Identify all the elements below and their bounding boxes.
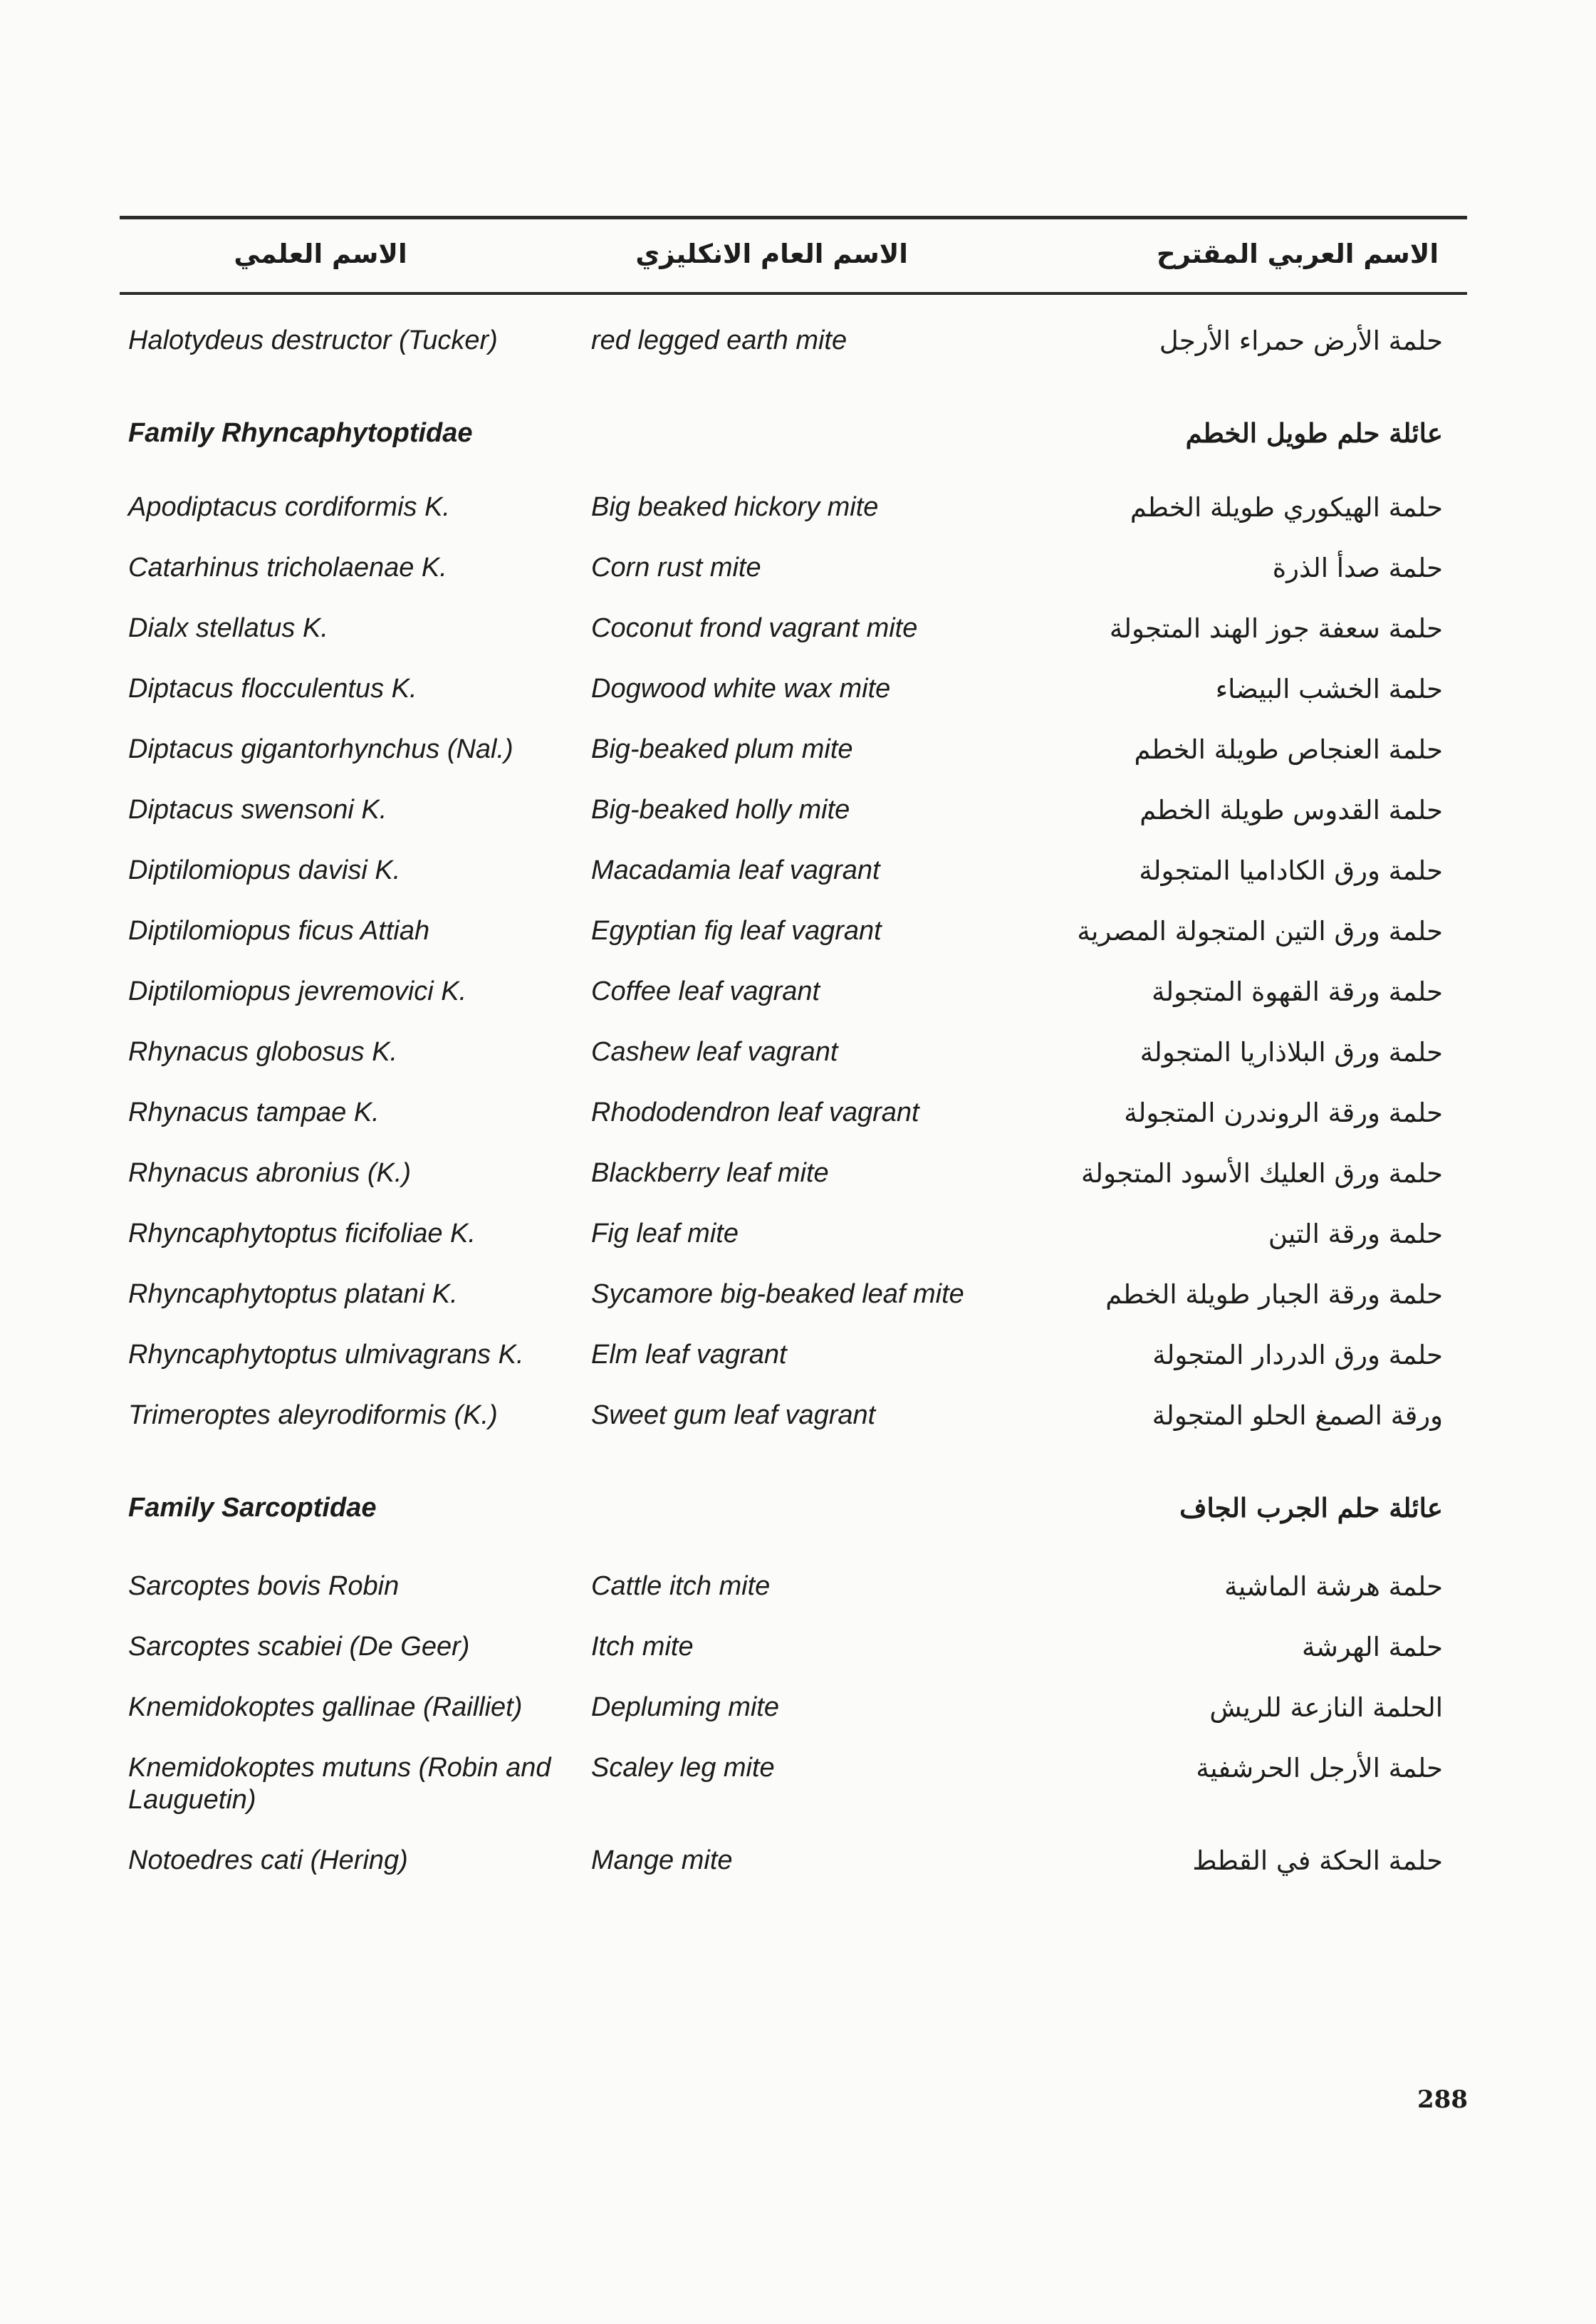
english-name: Big-beaked holly mite bbox=[591, 795, 850, 825]
english-name: Dogwood white wax mite bbox=[591, 674, 891, 704]
english-name: Scaley leg mite bbox=[591, 1753, 775, 1783]
table-row bbox=[0, 1097, 1596, 1154]
scientific-name: Halotydeus destructor (Tucker) bbox=[128, 325, 498, 355]
scientific-name: Rhyncaphytoptus ficifoliae K. bbox=[128, 1219, 476, 1249]
arabic-name: حلمة ورق الدردار المتجولة bbox=[1152, 1340, 1443, 1370]
scientific-name: Apodiptacus cordiformis K. bbox=[128, 492, 450, 522]
english-name: Sweet gum leaf vagrant bbox=[591, 1400, 876, 1430]
table-row bbox=[0, 1692, 1596, 1749]
english-name: Blackberry leaf mite bbox=[591, 1158, 829, 1188]
arabic-name: حلمة ورق العليك الأسود المتجولة bbox=[1080, 1158, 1443, 1189]
english-name: Itch mite bbox=[591, 1632, 694, 1662]
header-scientific: الاسم العلمي bbox=[234, 239, 407, 269]
english-name: Rhododendron leaf vagrant bbox=[591, 1098, 919, 1127]
english-name: Coffee leaf vagrant bbox=[591, 976, 820, 1006]
scientific-name: Catarhinus tricholaenae K. bbox=[128, 553, 447, 583]
arabic-name: ورقة الصمغ الحلو المتجولة bbox=[1152, 1400, 1443, 1431]
scientific-name: Rhynacus abronius (K.) bbox=[128, 1158, 412, 1188]
table-row bbox=[0, 1278, 1596, 1335]
table-row bbox=[0, 673, 1596, 730]
table-row bbox=[0, 794, 1596, 851]
family-scientific: Family Sarcoptidae bbox=[128, 1493, 377, 1523]
scientific-name: Sarcoptes scabiei (De Geer) bbox=[128, 1632, 470, 1662]
english-name: Depluming mite bbox=[591, 1692, 779, 1722]
header-rule bbox=[120, 292, 1467, 295]
table-row bbox=[0, 976, 1596, 1033]
arabic-name: حلمة ورق البلاذاريا المتجولة bbox=[1139, 1037, 1443, 1068]
english-name: Fig leaf mite bbox=[591, 1219, 739, 1249]
arabic-name: الحلمة النازعة للريش bbox=[1209, 1692, 1443, 1723]
scientific-name: Knemidokoptes mutuns (Robin and Lauguetin) bbox=[128, 1753, 551, 1815]
scientific-name: Trimeroptes aleyrodiformis (K.) bbox=[128, 1400, 498, 1430]
arabic-name: حلمة سعفة جوز الهند المتجولة bbox=[1109, 613, 1443, 644]
arabic-name: حلمة القدوس طويلة الخطم bbox=[1139, 795, 1443, 825]
table-row bbox=[0, 613, 1596, 669]
table-row bbox=[0, 491, 1596, 548]
english-name: Mange mite bbox=[591, 1845, 733, 1875]
english-name: Sycamore big-beaked leaf mite bbox=[591, 1279, 964, 1309]
top-rule bbox=[120, 216, 1467, 219]
arabic-name: حلمة الخشب البيضاء bbox=[1215, 674, 1443, 704]
english-name: red legged earth mite bbox=[591, 325, 847, 355]
scientific-name: Sarcoptes bovis Robin bbox=[128, 1571, 400, 1601]
english-name: Egyptian fig leaf vagrant bbox=[591, 916, 882, 946]
arabic-name: حلمة الهيكوري طويلة الخطم bbox=[1130, 492, 1443, 523]
page-number: 288 bbox=[1417, 2085, 1468, 2114]
scientific-name: Notoedres cati (Hering) bbox=[128, 1845, 408, 1875]
scientific-name: Dialx stellatus K. bbox=[128, 613, 328, 643]
table-row bbox=[0, 552, 1596, 609]
arabic-name: حلمة الهرشة bbox=[1302, 1632, 1443, 1662]
arabic-name: حلمة ورقة القهوة المتجولة bbox=[1152, 976, 1443, 1007]
family-heading bbox=[0, 417, 1596, 474]
arabic-name: حلمة ورق الكاداميا المتجولة bbox=[1139, 855, 1443, 886]
table-row bbox=[0, 1157, 1596, 1214]
family-arabic: عائلة حلم طويل الخطم bbox=[1185, 417, 1443, 449]
table-row bbox=[0, 1570, 1596, 1627]
table-row bbox=[0, 1036, 1596, 1093]
table-row bbox=[0, 325, 1596, 382]
arabic-name: حلمة صدأ الذرة bbox=[1272, 553, 1443, 583]
scientific-name: Rhynacus tampae K. bbox=[128, 1098, 380, 1127]
family-heading bbox=[0, 1492, 1596, 1549]
english-name: Macadamia leaf vagrant bbox=[591, 855, 880, 885]
scientific-name: Rhyncaphytoptus platani K. bbox=[128, 1279, 458, 1309]
english-name: Elm leaf vagrant bbox=[591, 1340, 787, 1370]
scientific-name: Diptacus swensoni K. bbox=[128, 795, 387, 825]
scientific-name: Rhyncaphytoptus ulmivagrans K. bbox=[128, 1340, 524, 1370]
table-row bbox=[0, 855, 1596, 912]
table-row bbox=[0, 1339, 1596, 1396]
arabic-name: حلمة ورق التين المتجولة المصرية bbox=[1077, 916, 1443, 947]
family-arabic: عائلة حلم الجرب الجاف bbox=[1179, 1492, 1443, 1523]
table-row bbox=[0, 1631, 1596, 1688]
arabic-name: حلمة الحكة في القطط bbox=[1192, 1845, 1443, 1876]
arabic-name: حلمة العنجاص طويلة الخطم bbox=[1134, 734, 1443, 765]
arabic-name: حلمة الأرض حمراء الأرجل bbox=[1159, 325, 1443, 356]
scientific-name: Diptilomiopus jevremovici K. bbox=[128, 976, 467, 1006]
family-scientific: Family Rhyncaphytoptidae bbox=[128, 418, 473, 448]
header-english: الاسم العام الانكليزي bbox=[635, 239, 908, 269]
arabic-name: حلمة ورقة الجبار طويلة الخطم bbox=[1105, 1279, 1443, 1310]
english-name: Big beaked hickory mite bbox=[591, 492, 879, 522]
header-arabic: الاسم العربي المقترح bbox=[1157, 239, 1439, 269]
table-row bbox=[0, 734, 1596, 791]
scientific-name: Knemidokoptes gallinae (Railliet) bbox=[128, 1692, 523, 1722]
table-row bbox=[0, 1218, 1596, 1275]
arabic-name: حلمة ورقة التين bbox=[1268, 1219, 1443, 1249]
english-name: Cashew leaf vagrant bbox=[591, 1037, 838, 1067]
table-row bbox=[0, 915, 1596, 972]
english-name: Corn rust mite bbox=[591, 553, 761, 583]
arabic-name: حلمة ورقة الروندرن المتجولة bbox=[1124, 1098, 1443, 1128]
table-row bbox=[0, 1845, 1596, 1902]
table-row bbox=[0, 1752, 1596, 1830]
scientific-name: Diptacus gigantorhynchus (Nal.) bbox=[128, 734, 513, 764]
scientific-name: Diptilomiopus davisi K. bbox=[128, 855, 401, 885]
english-name: Cattle itch mite bbox=[591, 1571, 771, 1601]
scientific-name: Rhynacus globosus K. bbox=[128, 1037, 398, 1067]
english-name: Coconut frond vagrant mite bbox=[591, 613, 918, 643]
scientific-name: Diptilomiopus ficus Attiah bbox=[128, 916, 430, 946]
arabic-name: حلمة الأرجل الحرشفية bbox=[1196, 1753, 1443, 1783]
english-name: Big-beaked plum mite bbox=[591, 734, 853, 764]
arabic-name: حلمة هرشة الماشية bbox=[1224, 1571, 1443, 1602]
scientific-name: Diptacus flocculentus K. bbox=[128, 674, 417, 704]
table-row bbox=[0, 1400, 1596, 1457]
